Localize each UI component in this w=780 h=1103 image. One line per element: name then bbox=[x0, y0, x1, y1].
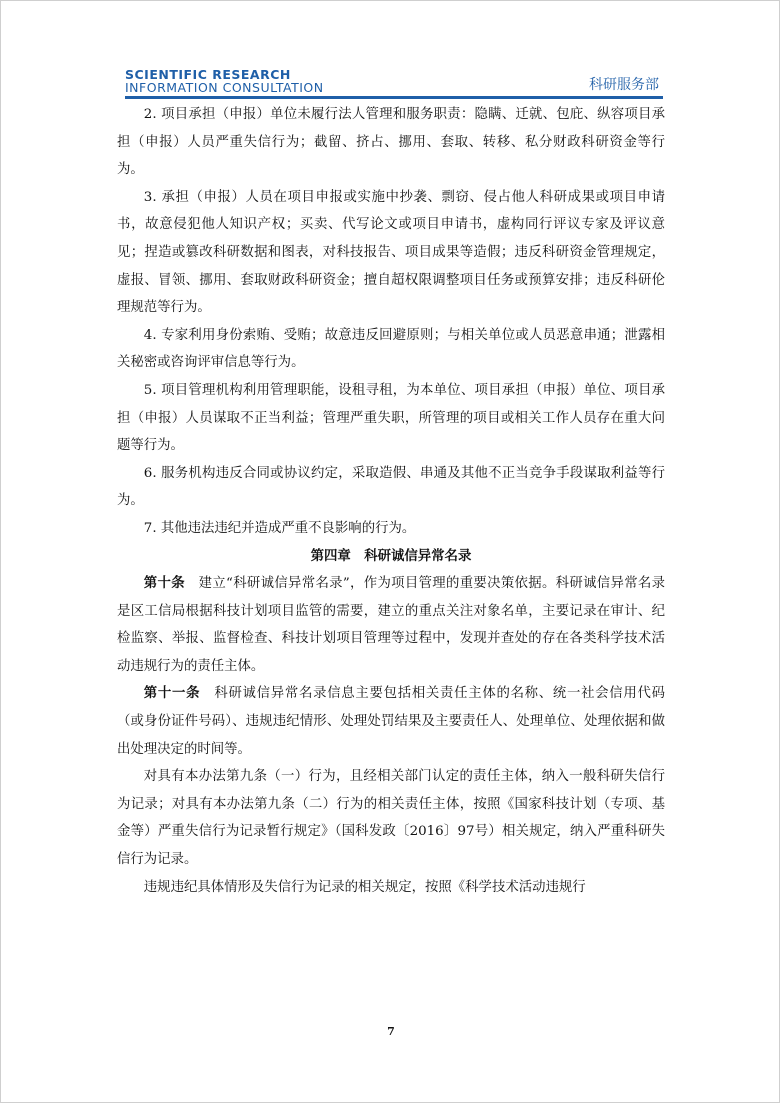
paragraph-item-5: 5. 项目管理机构利用管理职能，设租寻租，为本单位、项目承担（申报）单位、项目承担（申报）人员谋取不正当利益；管理严重失职，所管理的项目或相关工作人员存在重大问题等行为。 bbox=[117, 382, 665, 454]
paragraph-item-6: 6. 服务机构违反合同或协议约定，采取造假、串通及其他不正当竞争手段谋取利益等行为。 bbox=[117, 465, 665, 509]
paragraph-item-7: 7. 其他违法违纪并造成严重不良影响的行为。 bbox=[143, 520, 416, 536]
chapter-title: 第四章 科研诚信异常名录 bbox=[310, 547, 472, 564]
paragraph-item-4: 4. 专家利用身份索贿、受贿；故意违反回避原则；与相关单位或人员恶意串通；泄露相关秘密或咨询评审信息等行为。 bbox=[117, 327, 665, 371]
article-10-label: 第十条 bbox=[143, 575, 185, 592]
department-name: 科研服务部 bbox=[589, 77, 659, 93]
paragraph-violation-rules: 违规违纪具体情形及失信行为记录的相关规定，按照《科学技术活动违规行 bbox=[143, 879, 586, 895]
brand-name-line1: SCIENTIFIC RESEARCH bbox=[125, 67, 291, 82]
article-10 bbox=[117, 570, 665, 680]
paragraph-item-2: 2. 项目承担（申报）单位未履行法人管理和服务职责：隐瞒、迁就、包庇、纵容项目承担（申报）人员严重失信行为；截留、挤占、挪用、套取、转移、私分财政科研资金等行为。 bbox=[117, 107, 665, 178]
article-11-label: 第十一条 bbox=[143, 685, 201, 702]
header-rule bbox=[125, 96, 663, 99]
page-header bbox=[125, 65, 663, 97]
article-10-text: 建立“科研诚信异常名录”，作为项目管理的重要决策依据。科研诚信异常名录是区工信局根据科技计划项目监管的需要，建立的重点关注对象名单，主要记录在审计、纪检监察、举报、监督检查、科技计划项目管理等过程中，发现并查处的存在各类科学技术活动违规行为的责任主体。 bbox=[117, 576, 665, 674]
article-11 bbox=[117, 680, 665, 763]
document-body bbox=[117, 101, 665, 901]
page-number: 7 bbox=[387, 1025, 395, 1038]
brand-name-line2: INFORMATION CONSULTATION bbox=[125, 80, 324, 95]
paragraph-item-3: 3. 承担（申报）人员在项目申报或实施中抄袭、剽窃、侵占他人科研成果或项目申请书，故意侵犯他人知识产权；买卖、代写论文或项目申请书，虚构同行评议专家及评议意见；捏造或篡改科研数据和图表，对科技报告、项目成果等造假；违反科研资金管理规定，虚报、冒领、挪用、套取财政科研资金；擅自超权限调整项目任务或预算安排；违反科研伦理规范等行为。 bbox=[117, 189, 665, 316]
article-11-text: 科研诚信异常名录信息主要包括相关责任主体的名称、统一社会信用代码（或身份证件号码）、违规违纪情形、处理处罚结果及主要责任人、处理单位、处理依据和做出处理决定的时间等。 bbox=[117, 686, 666, 757]
paragraph-record-rules: 对具有本办法第九条（一）行为，且经相关部门认定的责任主体，纳入一般科研失信行为记录；对具有本办法第九条（二）行为的相关责任主体，按照《国家科技计划（专项、基金等）严重失信行为记录暂行规定》（国科发政〔2016〕97号）相关规定，纳入严重科研失信行为记录。 bbox=[117, 769, 665, 868]
